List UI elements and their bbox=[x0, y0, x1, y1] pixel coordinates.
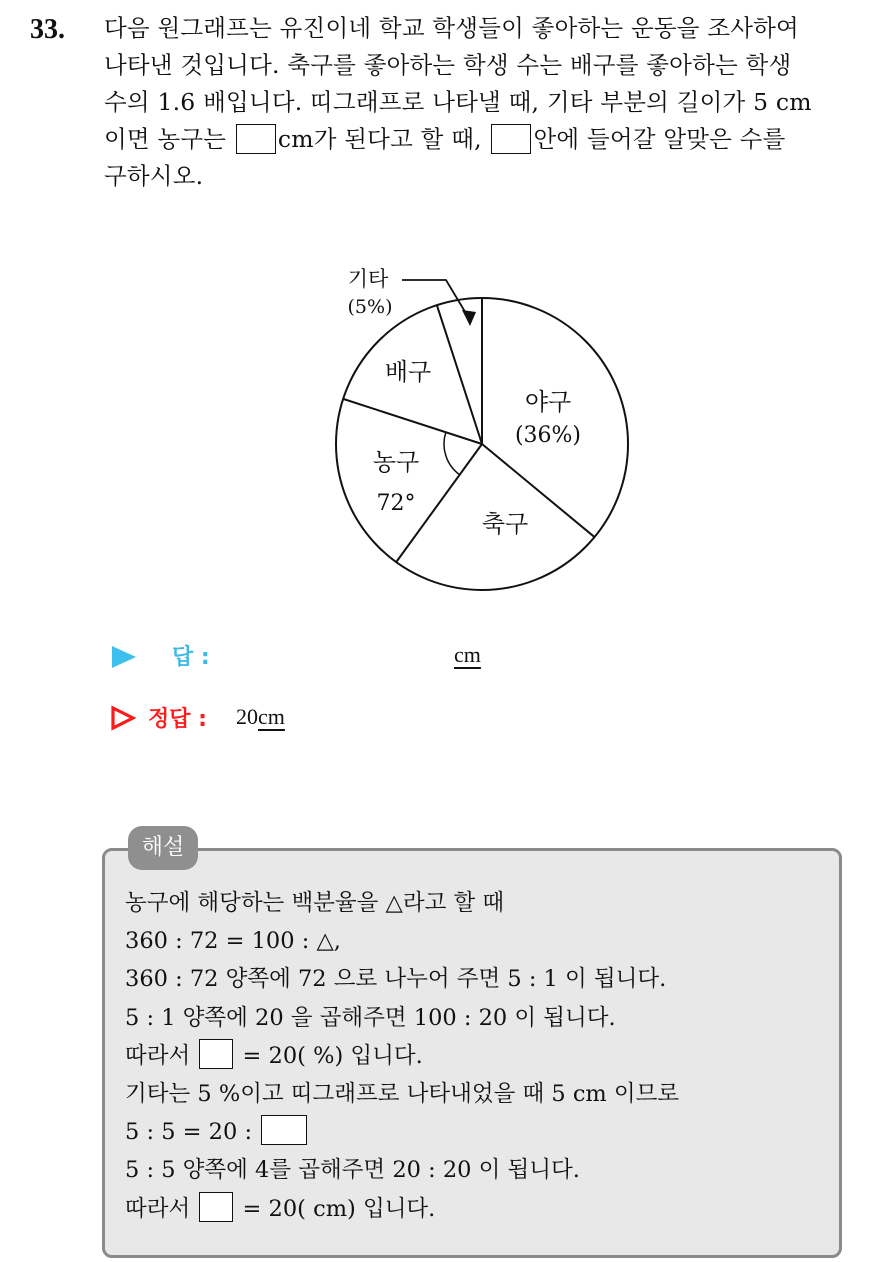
slice-label: 농구 bbox=[372, 448, 420, 476]
slice-value-label: 72° bbox=[376, 491, 416, 516]
explanation-line-7-a: 5 : 5 = 20 : bbox=[125, 1119, 253, 1146]
answer-unit: cm bbox=[454, 642, 481, 667]
explanation-line-5-a: 따라서 bbox=[125, 1042, 191, 1069]
question-line-4 bbox=[104, 121, 864, 158]
question-line-3: 수의 1.6 배입니다. 띠그래프로 나타낼 때, 기타 부분의 길이가 5 cm bbox=[104, 88, 812, 116]
explanation-line-1: 농구에 해당하는 백분율을 △라고 할 때 bbox=[125, 890, 505, 916]
blank-box bbox=[261, 1115, 307, 1145]
answer-arrow-icon bbox=[112, 646, 136, 668]
explanation-line-9 bbox=[125, 1190, 679, 1228]
correct-answer-number: 20 bbox=[236, 704, 258, 729]
pie-group bbox=[336, 267, 628, 590]
slice-value-label: (5%) bbox=[347, 296, 393, 318]
explanation-tag: 해설 bbox=[128, 826, 198, 870]
correct-answer-value bbox=[236, 704, 285, 730]
blank-box bbox=[199, 1039, 233, 1069]
explanation-line-6: 기타는 5 %이고 띠그래프로 나타내었을 때 5 cm 이므로 bbox=[125, 1080, 680, 1107]
pie-chart bbox=[330, 258, 640, 598]
question-number: 33. bbox=[30, 14, 65, 45]
slice-value-label: (36%) bbox=[514, 423, 582, 448]
question-line-5: 구하시오. bbox=[104, 162, 204, 190]
explanation-body bbox=[125, 884, 679, 1228]
explanation-line-9-a: 따라서 bbox=[125, 1195, 191, 1222]
blank-box bbox=[199, 1192, 233, 1222]
answer-label: 답 : bbox=[172, 645, 210, 670]
correct-answer-label: 정답 : bbox=[148, 707, 207, 732]
blank-box bbox=[236, 124, 276, 154]
explanation-line-4: 5 : 1 양쪽에 20 을 곱해주면 100 : 20 이 됩니다. bbox=[125, 1004, 616, 1031]
slice-label: 야구 bbox=[524, 388, 572, 416]
explanation-line-7 bbox=[125, 1113, 679, 1151]
question-line-4-part-2: cm가 된다고 할 때, bbox=[277, 125, 482, 153]
question-text bbox=[104, 10, 864, 195]
question-line-2: 나타낸 것입니다. 축구를 좋아하는 학생 수는 배구를 좋아하는 학생 bbox=[104, 51, 792, 79]
question-line-4-part-1: 이면 농구는 bbox=[104, 125, 227, 153]
slice-label: 배구 bbox=[384, 358, 432, 386]
correct-arrow-icon bbox=[110, 705, 136, 731]
explanation-line-8: 5 : 5 양쪽에 4를 곱해주면 20 : 20 이 됩니다. bbox=[125, 1157, 580, 1184]
question-line-4-part-3: 안에 들어갈 알맞은 수를 bbox=[533, 125, 786, 153]
explanation-line-2: 360 : 72 = 100 : △, bbox=[125, 928, 341, 955]
explanation-line-5 bbox=[125, 1037, 679, 1075]
explanation-line-5-b: = 20( %) 입니다. bbox=[242, 1042, 423, 1069]
blank-box bbox=[491, 124, 531, 154]
slice-label: 기타 bbox=[347, 267, 389, 291]
explanation-line-3: 360 : 72 양쪽에 72 으로 나누어 주면 5 : 1 이 됩니다. bbox=[125, 966, 667, 993]
explanation-line-9-b: = 20( cm) 입니다. bbox=[242, 1195, 436, 1222]
question-line-1: 다음 원그래프는 유진이네 학교 학생들이 좋아하는 운동을 조사하여 bbox=[104, 14, 799, 42]
slice-label: 축구 bbox=[481, 510, 529, 538]
correct-answer-unit: cm bbox=[258, 704, 285, 729]
